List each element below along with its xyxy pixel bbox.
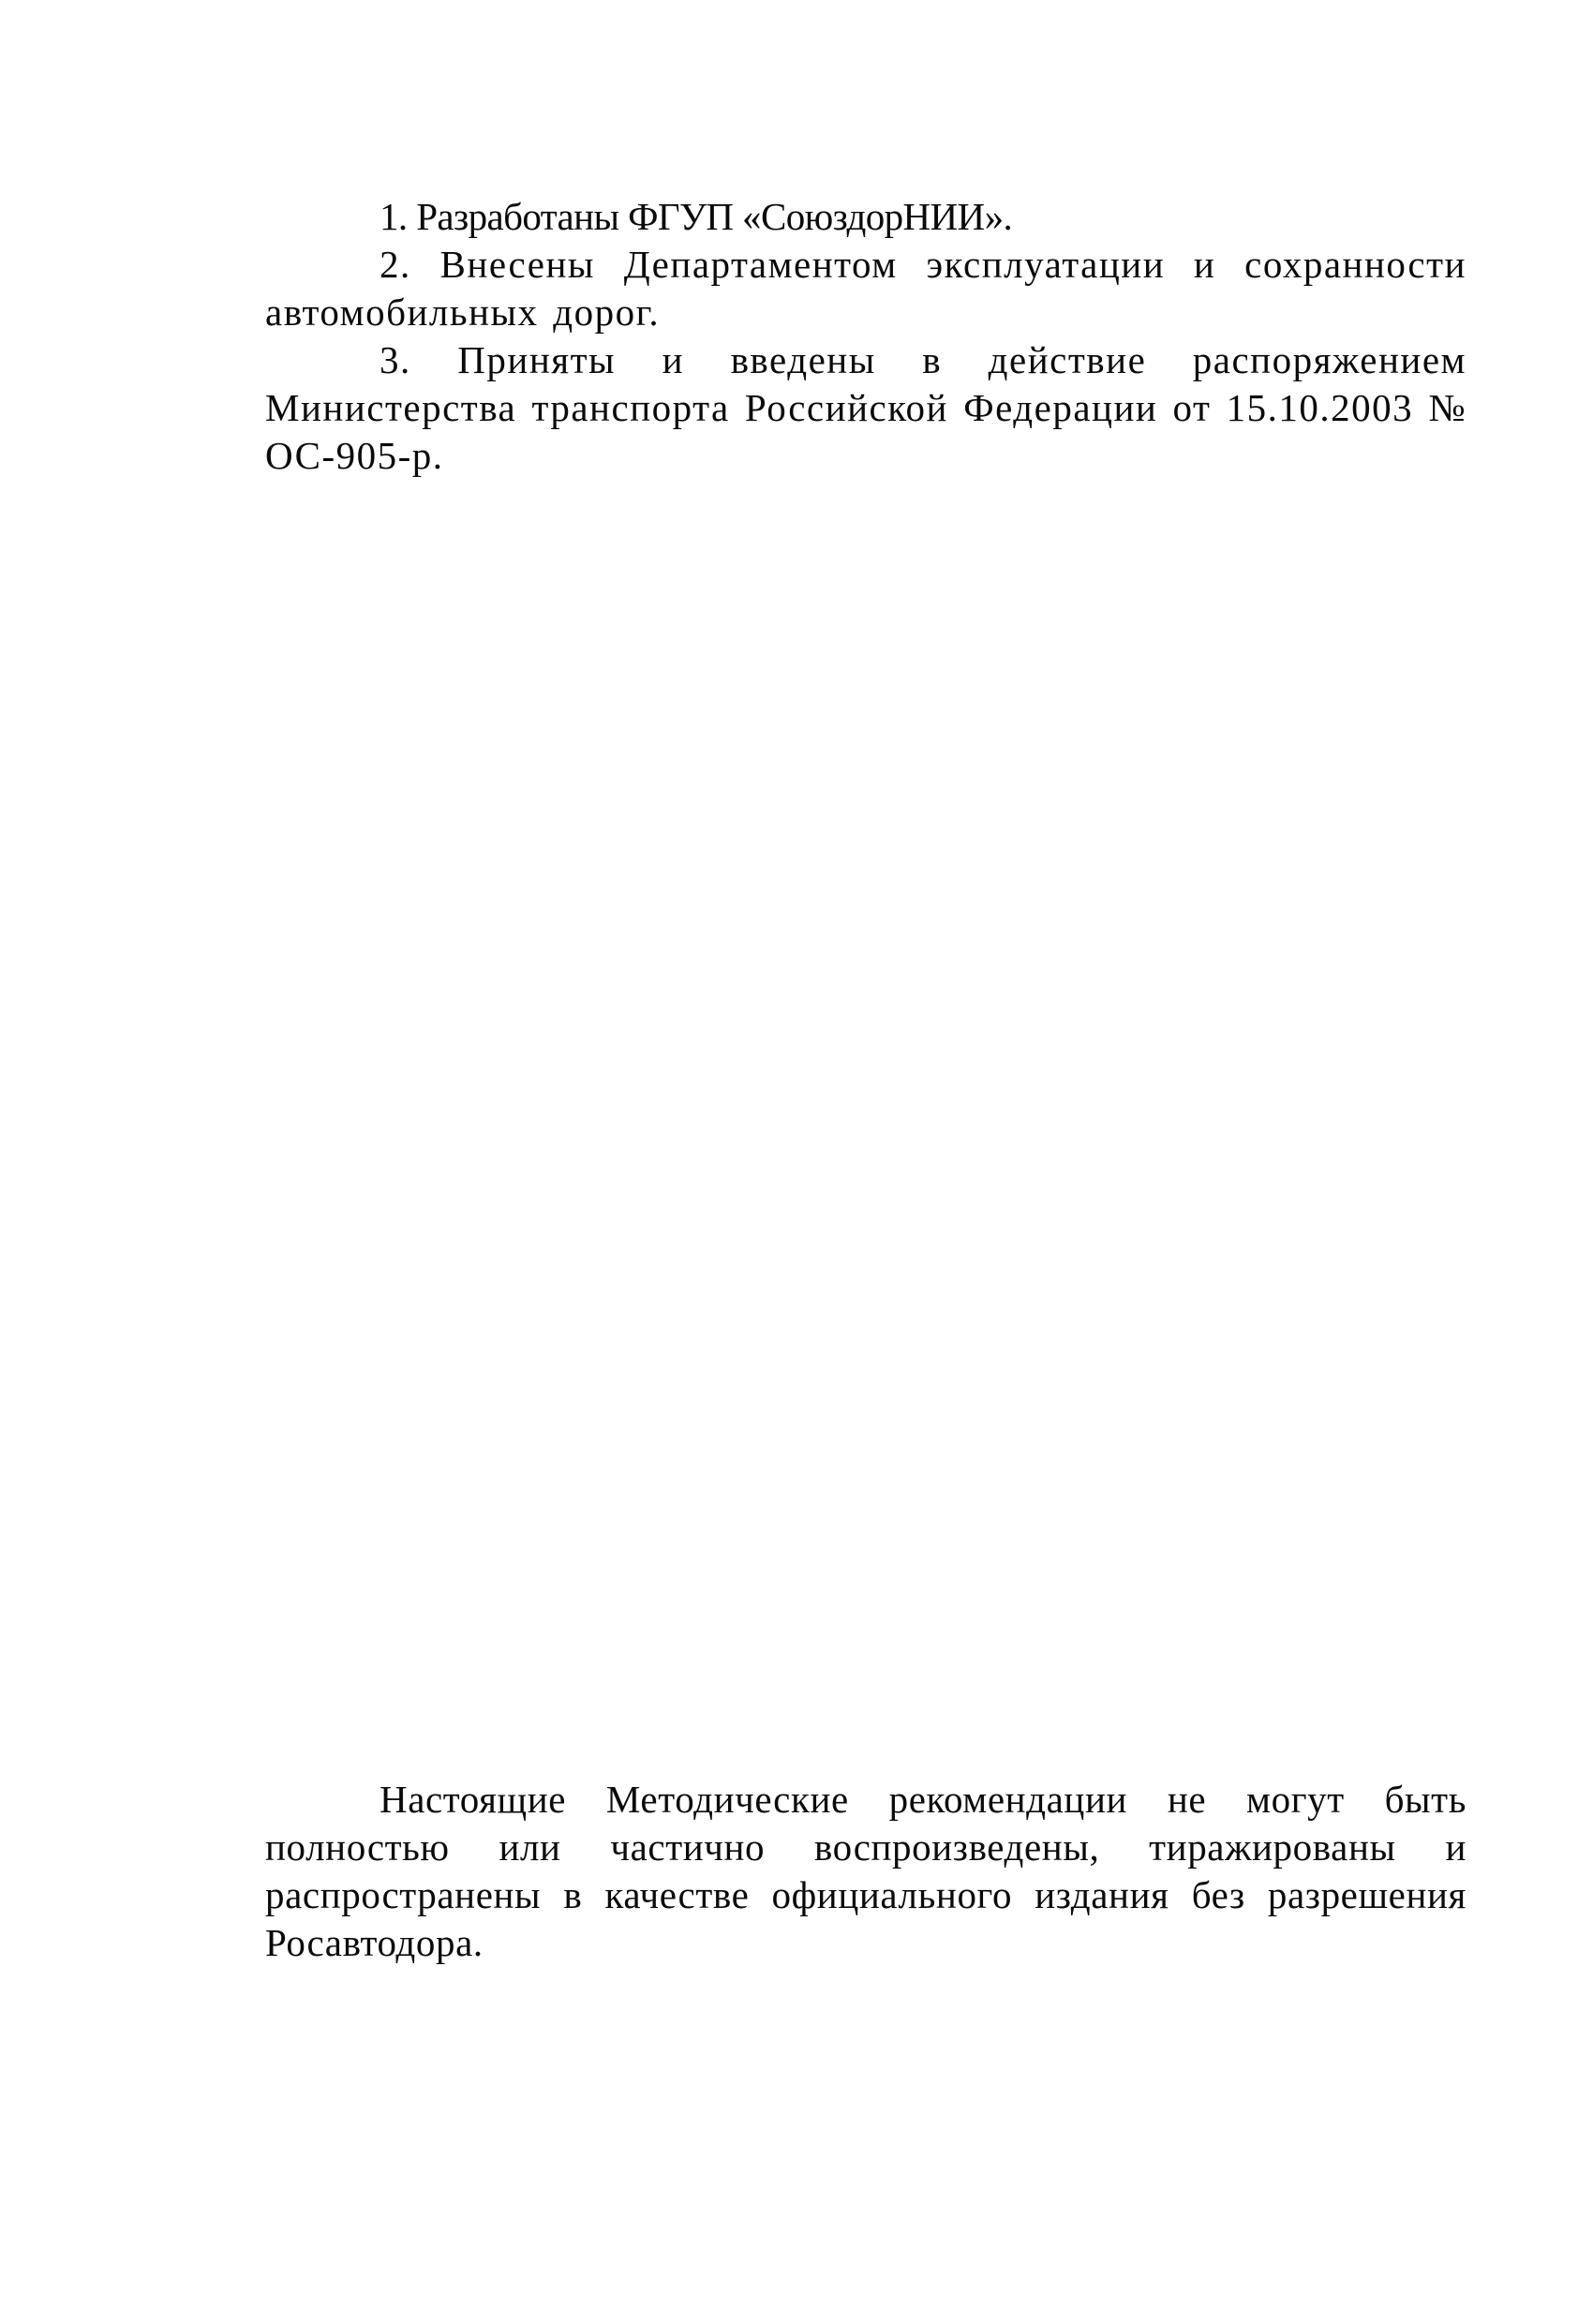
info-item-developed-by: 1. Разработаны ФГУП «СоюздорНИИ». — [380, 195, 1013, 238]
info-item-submitted-by: 2. Внесены Департаментом эксплуатации и сохранности автомобильных дорог. — [265, 243, 1466, 334]
info-item-adopted-by: 3. Приняты и введены в действие распоряжением Министерства транспорта Российской Федерации от 15.10.2003 № ОС-905-р. — [265, 338, 1466, 477]
document-info-block — [265, 193, 1466, 480]
copyright-notice: Настоящие Методические рекомендации не могут быть полностью или частично воспроизведены, тиражированы и распространены в качестве официального издания без разрешения Росавтодора. — [265, 1778, 1466, 1964]
copyright-notice-block — [265, 1776, 1466, 1967]
